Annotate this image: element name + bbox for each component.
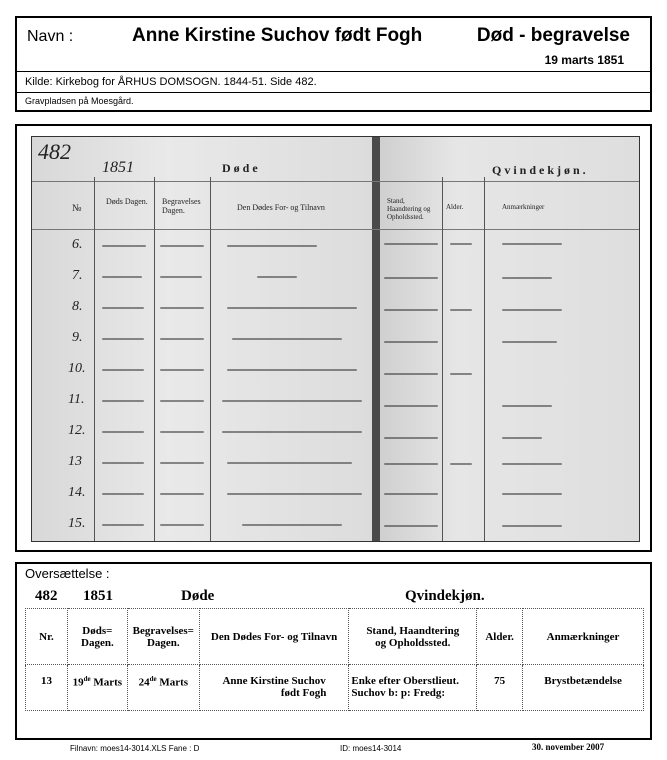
handwriting [502, 525, 562, 527]
event-date: 19 marts 1851 [544, 53, 624, 67]
translation-title-left: Døde [181, 588, 215, 604]
scan-row-number: 11. [68, 392, 85, 407]
handwriting [502, 493, 562, 495]
handwriting [222, 431, 362, 433]
handwriting [384, 373, 438, 375]
handwriting [160, 493, 204, 495]
handwriting [384, 405, 438, 407]
col-death-day: Døds= Dagen. [67, 609, 127, 665]
handwriting [102, 276, 142, 278]
scan-heading-left: Døde [222, 161, 261, 175]
handwriting [102, 245, 146, 247]
divider [17, 92, 650, 93]
handwriting [227, 369, 357, 371]
handwriting [257, 276, 297, 278]
translation-title-right: Qvindekjøn. [405, 588, 485, 604]
translation-box [15, 562, 652, 740]
cell-age: 75 [477, 665, 523, 711]
handwriting [227, 307, 357, 309]
handwriting [502, 277, 552, 279]
handwriting [102, 524, 144, 526]
table-header-row [26, 609, 644, 665]
scan-rule [32, 181, 639, 182]
handwriting [384, 341, 438, 343]
scan-col-head: Stand, Haandtering og Opholdssted. [387, 197, 431, 221]
handwriting [160, 245, 204, 247]
cell-death-day: 19de Marts [67, 665, 127, 711]
scan-row-number: 6. [72, 237, 83, 252]
handwriting [160, 431, 204, 433]
scan-col-head: Anmærkninger [502, 203, 545, 211]
scan-row-number: 8. [72, 299, 83, 314]
scan-col-head: № [72, 203, 82, 214]
cell-nr: 13 [26, 665, 68, 711]
divider [17, 71, 650, 72]
scan-row-number: 14. [68, 485, 86, 500]
scan-rule [32, 229, 639, 230]
handwriting [227, 245, 317, 247]
scan-gutter [372, 137, 380, 541]
handwriting [502, 309, 562, 311]
col-remarks: Anmærkninger [523, 609, 644, 665]
handwriting [102, 400, 144, 402]
scan-page-number: 482 [38, 139, 71, 164]
record-header [15, 16, 652, 112]
event-type: Død - begravelse [476, 25, 630, 46]
scan-row-number: 12. [68, 423, 86, 438]
handwriting [102, 307, 144, 309]
scan-row-number: 10. [68, 361, 86, 376]
handwriting [227, 462, 352, 464]
handwriting [160, 524, 204, 526]
scan-col-head: Begravelses Dagen. [162, 197, 201, 215]
handwriting [160, 369, 204, 371]
handwriting [160, 307, 204, 309]
cell-stand: Enke efter Oberstlieut. Suchov b: p: Fredg: [349, 665, 477, 711]
handwriting [384, 437, 438, 439]
handwriting [242, 524, 342, 526]
table-row [26, 665, 644, 711]
church-book-scan [31, 136, 640, 542]
handwriting [160, 400, 204, 402]
handwriting [102, 431, 144, 433]
col-name: Den Dødes For- og Tilnavn [199, 609, 349, 665]
footer-date: 30. november 2007 [532, 742, 605, 752]
handwriting [384, 277, 438, 279]
scan-row-number: 13 [68, 454, 82, 469]
scan-col-head: Døds Dagen. [106, 197, 148, 206]
translation-table [25, 608, 644, 711]
handwriting [502, 405, 552, 407]
scan-col-head: Den Dødes For- og Tilnavn [237, 203, 325, 212]
col-stand: Stand, Haandtering og Opholdssted. [349, 609, 477, 665]
scan-rule [442, 177, 443, 541]
handwriting [160, 338, 204, 340]
name-label: Navn : [27, 28, 74, 45]
scan-row-number: 15. [68, 516, 86, 531]
scan-rule [484, 177, 485, 541]
cell-name: Anne Kirstine Suchov født Fogh [199, 665, 349, 711]
handwriting [450, 309, 472, 311]
handwriting [502, 243, 562, 245]
handwriting [384, 463, 438, 465]
handwriting [160, 462, 204, 464]
col-age: Alder. [477, 609, 523, 665]
handwriting [160, 276, 202, 278]
handwriting [384, 309, 438, 311]
scan-rule [154, 177, 155, 541]
scan-rule [94, 177, 95, 541]
scan-heading-right: Qvindekjøn. [492, 163, 589, 177]
translation-page: 482 [35, 588, 58, 604]
handwriting [102, 493, 144, 495]
handwriting [384, 243, 438, 245]
col-burial-day: Begravelses= Dagen. [127, 609, 199, 665]
handwriting [450, 373, 472, 375]
handwriting [502, 463, 562, 465]
footer-filename: Filnavn: moes14-3014.XLS Fane : D [70, 744, 200, 753]
handwriting [384, 493, 438, 495]
handwriting [232, 338, 342, 340]
burial-place: Gravpladsen på Moesgård. [25, 96, 134, 106]
handwriting [502, 437, 542, 439]
handwriting [102, 462, 144, 464]
handwriting [227, 493, 362, 495]
person-name: Anne Kirstine Suchov født Fogh [132, 25, 423, 46]
handwriting [102, 369, 144, 371]
scan-row-number: 9. [72, 330, 83, 345]
handwriting [222, 400, 362, 402]
handwriting [450, 243, 472, 245]
scan-year: 1851 [102, 159, 134, 176]
source-line: Kilde: Kirkebog for ÅRHUS DOMSOGN. 1844-51. Side 482. [25, 76, 317, 88]
translation-label: Oversættelse : [25, 566, 110, 581]
cell-burial-day: 24de Marts [127, 665, 199, 711]
handwriting [502, 341, 557, 343]
handwriting [384, 525, 438, 527]
footer-id: ID: moes14-3014 [340, 744, 402, 753]
handwriting [450, 463, 472, 465]
scan-rule [210, 177, 211, 541]
handwriting [102, 338, 144, 340]
scan-col-head: Alder. [446, 203, 464, 211]
col-nr: Nr. [26, 609, 68, 665]
scan-frame [15, 124, 652, 552]
translation-year: 1851 [83, 588, 113, 604]
scan-row-number: 7. [72, 268, 83, 283]
cell-remarks: Brystbetændelse [523, 665, 644, 711]
